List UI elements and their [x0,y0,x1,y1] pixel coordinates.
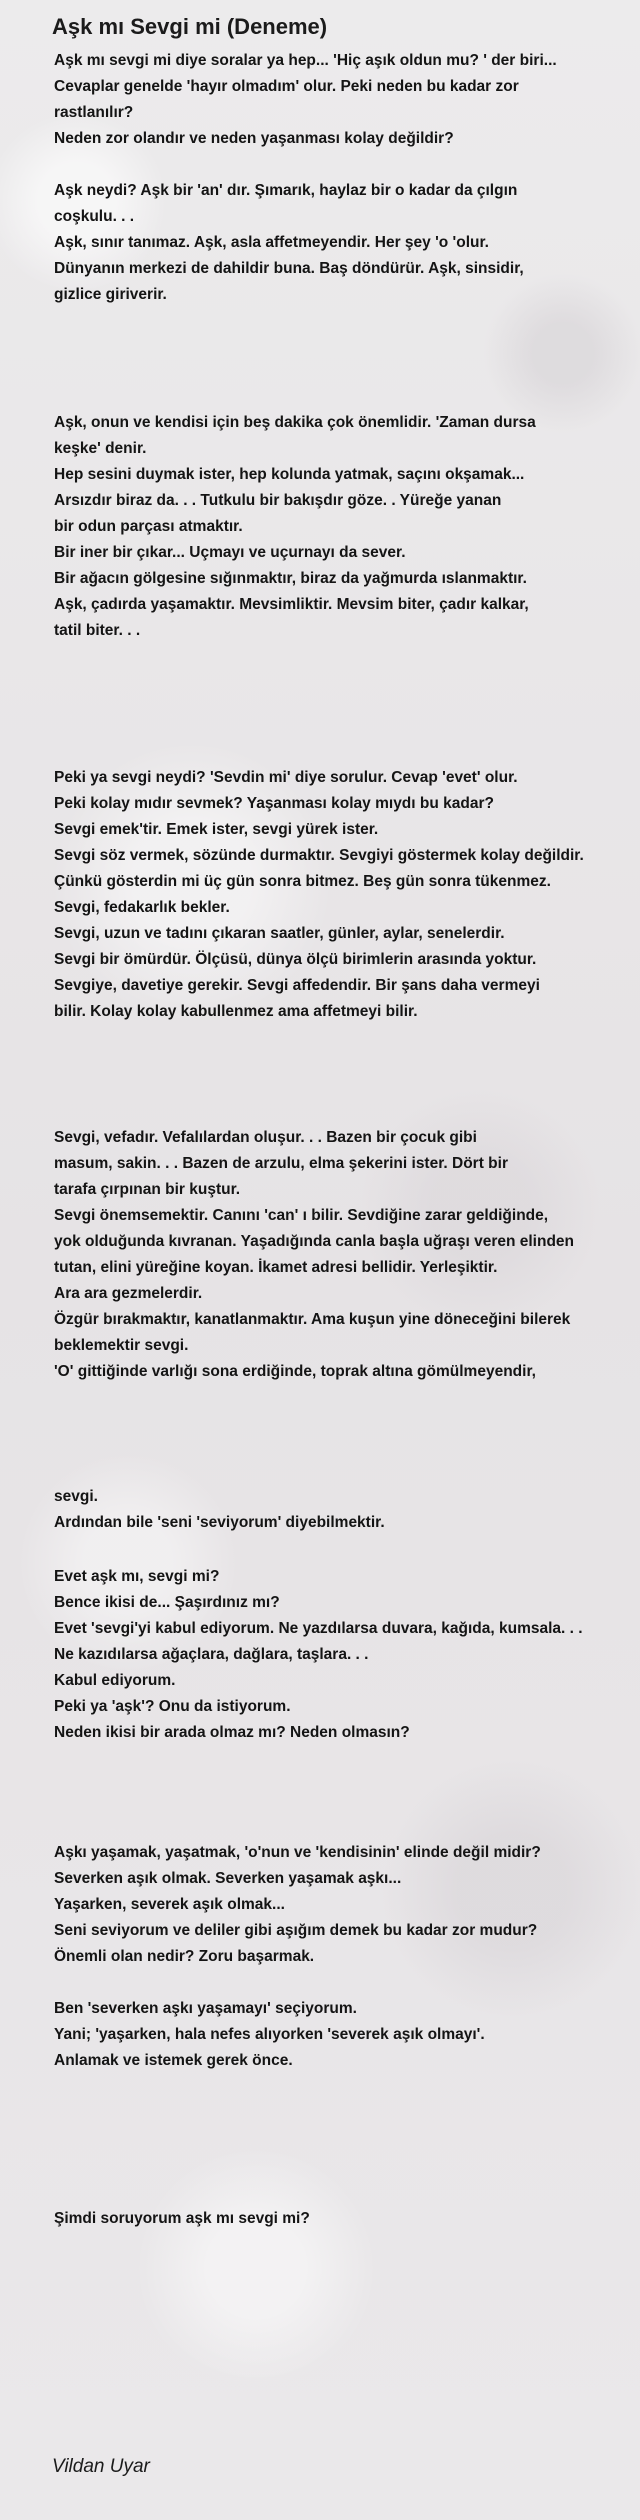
stanza [54,1484,634,1536]
poem-line: keşke' denir. [54,440,147,457]
poem-line: 'O' gittiğinde varlığı sona erdiğinde, toprak altına gömülmeyendir, [54,1363,536,1380]
poem-line: Yani; 'yaşarken, hala nefes alıyorken 'severek aşık olmayı'. [54,2026,485,2043]
poem-line: Bence ikisi de... Şaşırdınız mı? [54,1594,280,1611]
poem-line: Bir ağacın gölgesine sığınmaktır, biraz da yağmurda ıslanmaktır. [54,570,527,587]
poem-line: Hep sesini duymak ister, hep kolunda yatmak, saçını okşamak... [54,466,525,483]
poem-line: tatil biter. . . [54,622,141,639]
poem-line: Severken aşık olmak. Severken yaşamak aşkı... [54,1870,402,1887]
poem-line: bir odun parçası atmaktır. [54,518,243,535]
poem-line: beklemektir sevgi. [54,1337,189,1354]
stanza [54,410,634,644]
poem-line: Sevgi önemsemektir. Canını 'can' ı bilir. Sevdiğine zarar geldiğinde, [54,1207,549,1224]
stanza [54,48,634,152]
poem-line: Arsızdır biraz da. . . Tutkulu bir bakışdır göze. . Yüreğe yanan [54,492,502,509]
stanza [54,2206,634,2232]
poem-line: Cevaplar genelde 'hayır olmadım' olur. Peki neden bu kadar zor [54,78,519,95]
poem-line: Neden zor olandır ve neden yaşanması kolay değildir? [54,130,454,147]
poem-line: yok olduğunda kıvranan. Yaşadığında canla başla uğraşı veren elinden [54,1233,574,1250]
poem-line: Peki ya sevgi neydi? 'Sevdin mi' diye sorulur. Cevap 'evet' olur. [54,769,518,786]
poem-line: Peki ya 'aşk'? Onu da istiyorum. [54,1698,291,1715]
poem-line: gizlice giriverir. [54,286,167,303]
poem-line: Ben 'severken aşkı yaşamayı' seçiyorum. [54,2000,357,2017]
stanza [54,178,634,308]
poem-line: Ardından bile 'seni 'seviyorum' diyebilmektir. [54,1514,385,1531]
poem-line: Şimdi soruyorum aşk mı sevgi mi? [54,2210,310,2227]
poem-line: sevgi. [54,1488,98,1505]
poem-line: Peki kolay mıdır sevmek? Yaşanması kolay mıydı bu kadar? [54,795,494,812]
poem-line: bilir. Kolay kolay kabullenmez ama affetmeyi bilir. [54,1003,418,1020]
poem-line: rastlanılır? [54,104,134,121]
poem-line: Sevgi söz vermek, sözünde durmaktır. Sevgiyi göstermek kolay değildir. [54,847,584,864]
poem-line: Yaşarken, severek aşık olmak... [54,1896,285,1913]
poem-line: Aşkı yaşamak, yaşatmak, 'o'nun ve 'kendisinin' elinde değil midir? [54,1844,541,1861]
poem-line: Aşk, sınır tanımaz. Aşk, asla affetmeyendir. Her şey 'o 'olur. [54,234,489,251]
poem-line: tarafa çırpınan bir kuştur. [54,1181,241,1198]
stanza [54,1840,634,1970]
poem-line: Çünkü gösterdin mi üç gün sonra bitmez. Beş gün sonra tükenmez. [54,873,551,890]
poem-line: Bir iner bir çıkar... Uçmayı ve uçurnayı da sever. [54,544,406,561]
poem-line: Aşk, onun ve kendisi için beş dakika çok önemlidir. 'Zaman dursa [54,414,536,431]
poem-line: Seni seviyorum ve deliler gibi aşığım demek bu kadar zor mudur? [54,1922,538,1939]
poem-line: Sevgi, vefadır. Vefalılardan oluşur. . . Bazen bir çocuk gibi [54,1129,477,1146]
poem-line: Sevgi emek'tir. Emek ister, sevgi yürek ister. [54,821,379,838]
poem-line: Aşk mı sevgi mi diye soralar ya hep... 'Hiç aşık oldun mu? ' der biri... [54,52,557,69]
poem-line: masum, sakin. . . Bazen de arzulu, elma şekerini ister. Dört bir [54,1155,508,1172]
poem-line: Kabul ediyorum. [54,1672,176,1689]
poem-title: Aşk mı Sevgi mi (Deneme) [52,14,328,39]
poem-line: Önemli olan nedir? Zoru başarmak. [54,1948,315,1965]
stanza [54,1564,634,1746]
poem-line: Sevgi, uzun ve tadını çıkaran saatler, günler, aylar, senelerdir. [54,925,505,942]
poem-line: Dünyanın merkezi de dahildir buna. Baş döndürür. Aşk, sinsidir, [54,260,524,277]
stanza [54,765,634,1025]
poem-line: Ne kazıdılarsa ağaçlara, dağlara, taşlara. . . [54,1646,369,1663]
stanza [54,1125,634,1385]
poem-line: coşkulu. . . [54,208,135,225]
poem-line: Evet 'sevgi'yi kabul ediyorum. Ne yazdılarsa duvara, kağıda, kumsala. . . [54,1620,583,1637]
poem-line: Neden ikisi bir arada olmaz mı? Neden olmasın? [54,1724,410,1741]
poem-line: Sevgi bir ömürdür. Ölçüsü, dünya ölçü birimlerin arasında yoktur. [54,951,537,968]
stanza [54,1996,634,2074]
poem-line: Anlamak ve istemek gerek önce. [54,2052,293,2069]
poem-line: Sevgiye, davetiye gerekir. Sevgi affedendir. Bir şans daha vermeyi [54,977,540,994]
author-name: Vildan Uyar [52,2456,150,2477]
poem-line: tutan, elini yüreğine koyan. İkamet adresi bellidir. Yerleşiktir. [54,1259,498,1276]
poem-line: Aşk neydi? Aşk bir 'an' dır. Şımarık, haylaz bir o kadar da çılgın [54,182,518,199]
poem-line: Ara ara gezmelerdir. [54,1285,203,1302]
poem-line: Özgür bırakmaktır, kanatlanmaktır. Ama kuşun yine döneceğini bilerek [54,1311,571,1328]
poem-line: Sevgi, fedakarlık bekler. [54,899,230,916]
poem-line: Aşk, çadırda yaşamaktır. Mevsimliktir. Mevsim biter, çadır kalkar, [54,596,529,613]
poem-line: Evet aşk mı, sevgi mi? [54,1568,220,1585]
